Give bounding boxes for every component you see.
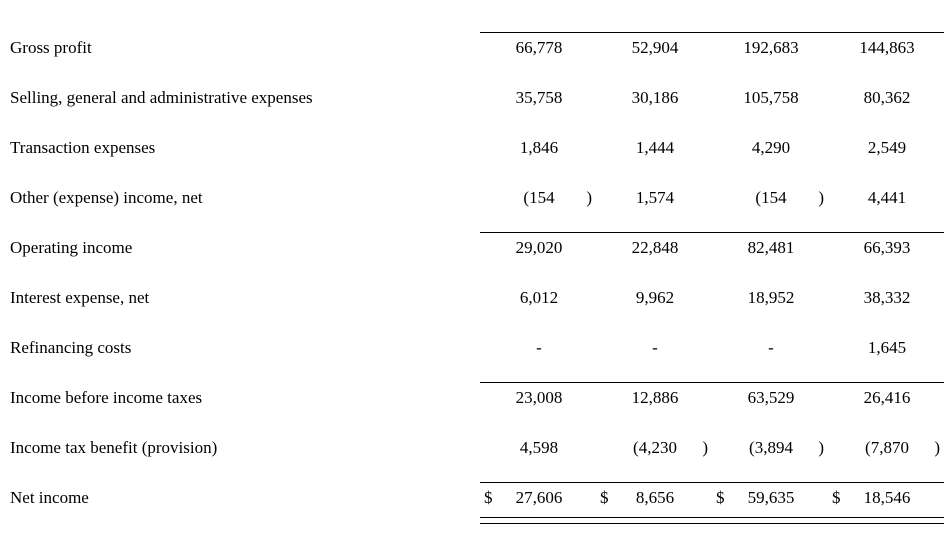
value: 22,848 bbox=[631, 238, 679, 257]
row-value-cell bbox=[596, 106, 712, 156]
value: (7,870 bbox=[865, 438, 909, 457]
row-value-cell bbox=[712, 6, 828, 56]
row-value-cell bbox=[596, 206, 712, 256]
row-value-cell bbox=[712, 56, 828, 106]
value: 80,362 bbox=[863, 88, 911, 107]
row-value-cell bbox=[596, 6, 712, 56]
paren: ) bbox=[818, 188, 824, 207]
value: 144,863 bbox=[859, 38, 915, 57]
value: 1,645 bbox=[867, 338, 907, 357]
double-underline bbox=[480, 517, 596, 524]
row-value-cell bbox=[596, 306, 712, 356]
value: 52,904 bbox=[631, 38, 679, 57]
row-value-cell bbox=[712, 106, 828, 156]
row-value-cell bbox=[828, 56, 944, 106]
row-value-cell bbox=[828, 256, 944, 306]
row-value-cell bbox=[596, 356, 712, 406]
value: 12,886 bbox=[631, 388, 679, 407]
row-value-cell bbox=[828, 456, 944, 506]
row-label: Net income bbox=[10, 488, 89, 507]
value: 8,656 bbox=[635, 488, 675, 507]
value: 63,529 bbox=[747, 388, 795, 407]
value: 82,481 bbox=[747, 238, 795, 257]
row-value-cell bbox=[828, 306, 944, 356]
value: 1,444 bbox=[635, 138, 675, 157]
value: 6,012 bbox=[519, 288, 559, 307]
row-value-cell bbox=[480, 406, 596, 456]
currency-symbol: $ bbox=[600, 488, 609, 507]
value: - bbox=[536, 338, 542, 357]
row-label: Transaction expenses bbox=[10, 138, 156, 157]
value: (4,230 bbox=[633, 438, 677, 457]
currency-symbol: $ bbox=[832, 488, 841, 507]
income-statement-table bbox=[10, 6, 944, 524]
value: 27,606 bbox=[515, 488, 563, 507]
table-row bbox=[10, 306, 944, 356]
value: - bbox=[652, 338, 658, 357]
table-row bbox=[10, 106, 944, 156]
value: 26,416 bbox=[863, 388, 911, 407]
value: 2,549 bbox=[867, 138, 907, 157]
value: 66,393 bbox=[863, 238, 911, 257]
row-value-cell bbox=[480, 156, 596, 206]
row-value-cell bbox=[712, 206, 828, 256]
table-row bbox=[10, 256, 944, 306]
table-row bbox=[10, 206, 944, 256]
paren: ) bbox=[818, 438, 824, 457]
table-row bbox=[10, 456, 944, 506]
row-value-cell bbox=[480, 356, 596, 406]
value: 35,758 bbox=[515, 88, 563, 107]
row-value-cell bbox=[828, 156, 944, 206]
table-row bbox=[10, 6, 944, 56]
row-label: Refinancing costs bbox=[10, 338, 132, 357]
total-underline-cell bbox=[596, 506, 712, 524]
row-label: Other (expense) income, net bbox=[10, 188, 203, 207]
row-label: Income tax benefit (provision) bbox=[10, 438, 218, 457]
table-row bbox=[10, 156, 944, 206]
total-underline-row bbox=[10, 506, 944, 524]
table-row bbox=[10, 56, 944, 106]
value: 59,635 bbox=[747, 488, 795, 507]
currency-symbol: $ bbox=[484, 488, 493, 507]
value: 4,441 bbox=[867, 188, 907, 207]
row-label: Gross profit bbox=[10, 38, 92, 57]
value: 1,846 bbox=[519, 138, 559, 157]
total-underline-cell bbox=[712, 506, 828, 524]
value: (154 bbox=[523, 188, 555, 207]
value: 1,574 bbox=[635, 188, 675, 207]
double-underline bbox=[596, 517, 712, 524]
value: 105,758 bbox=[743, 88, 799, 107]
row-value-cell bbox=[712, 256, 828, 306]
row-value-cell bbox=[712, 156, 828, 206]
row-value-cell bbox=[828, 206, 944, 256]
table-body bbox=[10, 6, 944, 524]
financial-statement bbox=[0, 6, 950, 539]
value: 30,186 bbox=[631, 88, 679, 107]
paren: ) bbox=[702, 438, 708, 457]
table-row bbox=[10, 406, 944, 456]
row-value-cell bbox=[480, 206, 596, 256]
total-underline-cell bbox=[480, 506, 596, 524]
double-underline bbox=[712, 517, 828, 524]
row-value-cell bbox=[480, 106, 596, 156]
paren: ) bbox=[586, 188, 592, 207]
value: 38,332 bbox=[863, 288, 911, 307]
row-label: Income before income taxes bbox=[10, 388, 203, 407]
value: 9,962 bbox=[635, 288, 675, 307]
row-value-cell bbox=[596, 56, 712, 106]
row-value-cell bbox=[712, 456, 828, 506]
table-row bbox=[10, 356, 944, 406]
value: 18,546 bbox=[863, 488, 911, 507]
value: 4,598 bbox=[519, 438, 559, 457]
row-label: Interest expense, net bbox=[10, 288, 150, 307]
value: 4,290 bbox=[751, 138, 791, 157]
row-value-cell bbox=[828, 106, 944, 156]
row-value-cell bbox=[712, 356, 828, 406]
row-label: Operating income bbox=[10, 238, 133, 257]
row-value-cell bbox=[828, 406, 944, 456]
value: 29,020 bbox=[515, 238, 563, 257]
row-value-cell bbox=[480, 306, 596, 356]
value: (154 bbox=[755, 188, 787, 207]
value: (3,894 bbox=[749, 438, 793, 457]
row-value-cell bbox=[480, 56, 596, 106]
row-value-cell bbox=[480, 256, 596, 306]
row-value-cell bbox=[712, 306, 828, 356]
row-value-cell bbox=[712, 406, 828, 456]
value: 192,683 bbox=[743, 38, 799, 57]
row-value-cell bbox=[596, 456, 712, 506]
total-underline-cell bbox=[828, 506, 944, 524]
paren: ) bbox=[934, 438, 940, 457]
row-label: Selling, general and administrative expenses bbox=[10, 88, 313, 107]
value: 23,008 bbox=[515, 388, 563, 407]
underline-label-spacer bbox=[10, 506, 480, 524]
value: 18,952 bbox=[747, 288, 795, 307]
row-value-cell bbox=[596, 406, 712, 456]
currency-symbol: $ bbox=[716, 488, 725, 507]
row-value-cell bbox=[480, 6, 596, 56]
row-value-cell bbox=[596, 156, 712, 206]
row-value-cell bbox=[828, 356, 944, 406]
row-value-cell bbox=[596, 256, 712, 306]
row-value-cell bbox=[828, 6, 944, 56]
value: 66,778 bbox=[515, 38, 563, 57]
value: - bbox=[768, 338, 774, 357]
double-underline bbox=[828, 517, 944, 524]
row-value-cell bbox=[480, 456, 596, 506]
